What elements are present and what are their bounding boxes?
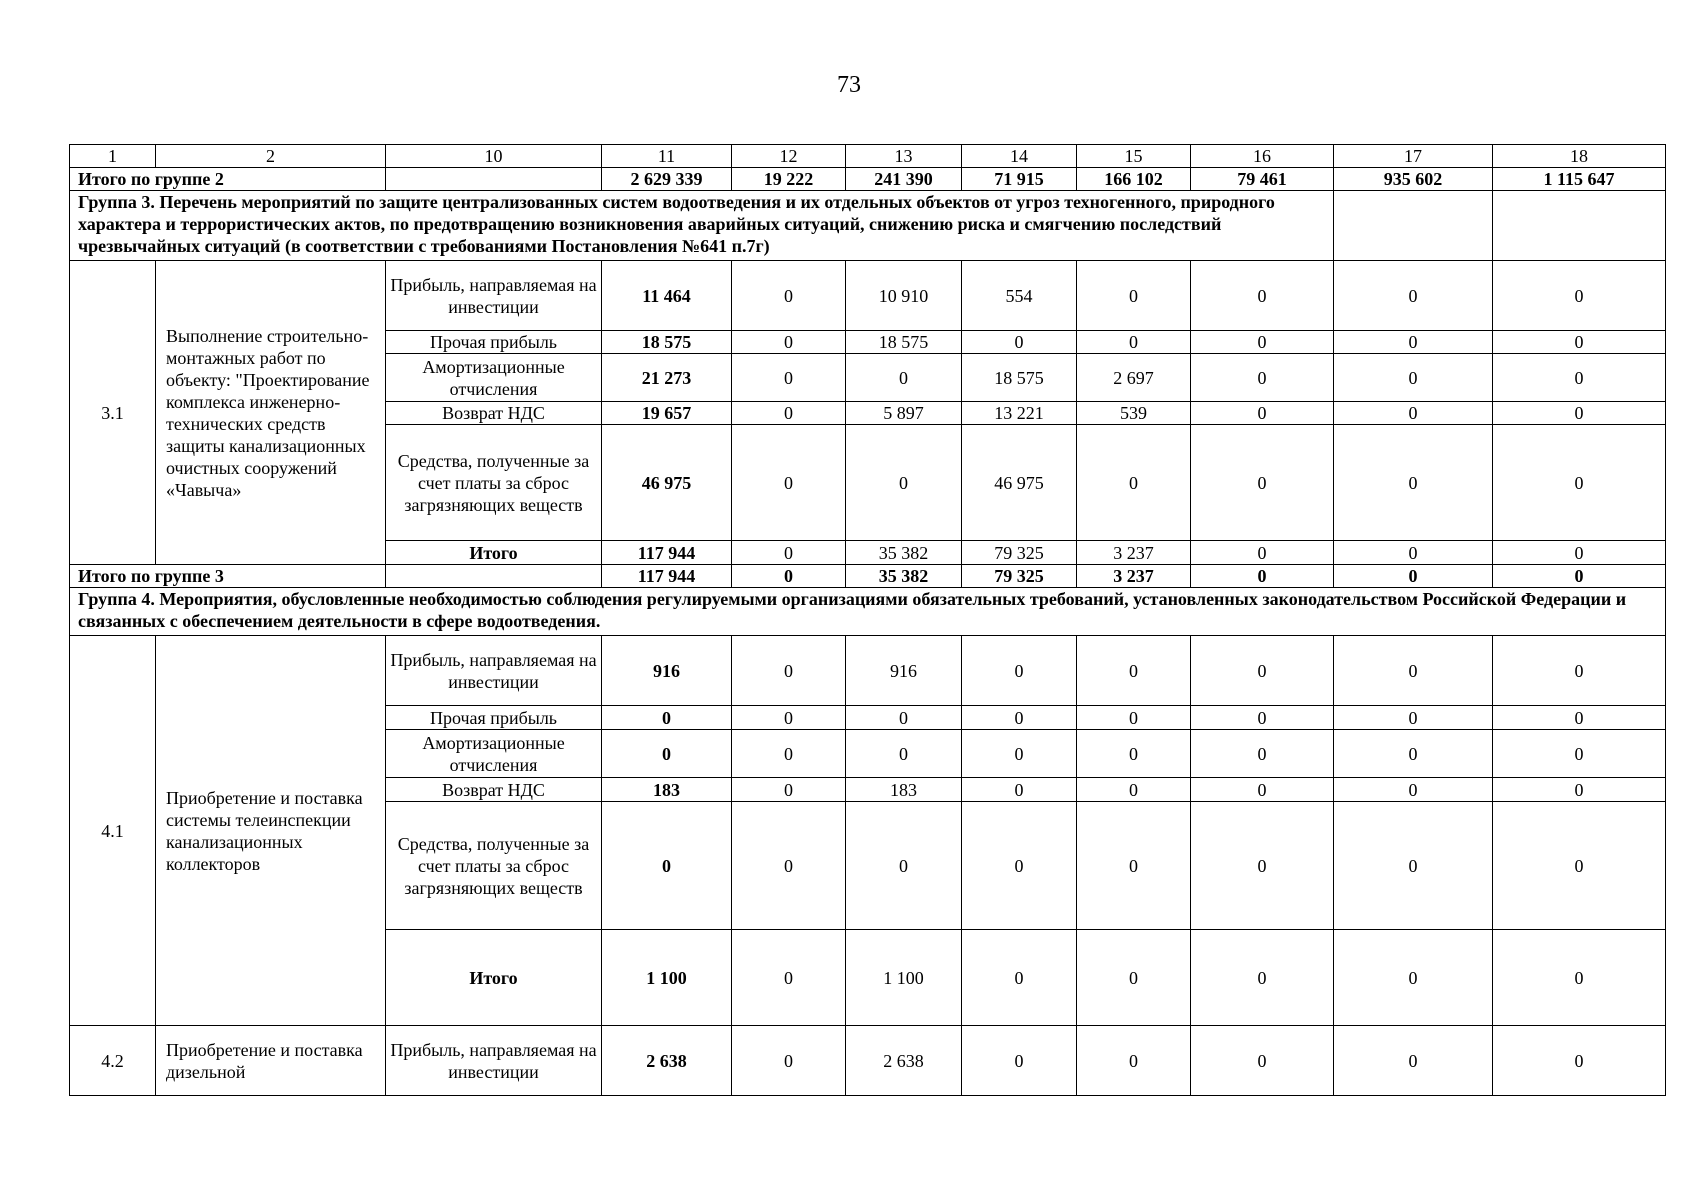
total-value: 3 237 xyxy=(1077,565,1191,588)
amount-cell: 79 325 xyxy=(962,541,1077,565)
amount-cell: 0 xyxy=(1334,425,1493,541)
amount-cell: 0 xyxy=(962,706,1077,730)
total-value: 117 944 xyxy=(602,565,732,588)
total-group2-row xyxy=(70,168,1666,191)
amount-cell: 0 xyxy=(1077,261,1191,331)
total-value: 0 xyxy=(1334,565,1493,588)
amount-cell: 0 xyxy=(732,930,846,1026)
amount-total: 183 xyxy=(602,778,732,802)
amount-cell: 0 xyxy=(1493,778,1666,802)
amount-cell: 539 xyxy=(1077,402,1191,425)
amount-cell: 0 xyxy=(732,261,846,331)
amount-cell: 0 xyxy=(1334,930,1493,1026)
header-cell: 15 xyxy=(1077,145,1191,168)
amount-cell: 0 xyxy=(1077,1026,1191,1096)
header-cell: 18 xyxy=(1493,145,1666,168)
total-label: Итого по группе 2 xyxy=(70,168,386,191)
amount-cell: 0 xyxy=(1077,331,1191,354)
amount-total: 117 944 xyxy=(602,541,732,565)
amount-cell: 0 xyxy=(1191,402,1334,425)
amount-cell: 0 xyxy=(1334,706,1493,730)
amount-cell: 0 xyxy=(846,425,962,541)
empty-cell xyxy=(386,565,602,588)
header-cell: 2 xyxy=(156,145,386,168)
amount-cell: 0 xyxy=(732,331,846,354)
amount-cell: 3 237 xyxy=(1077,541,1191,565)
amount-cell: 0 xyxy=(846,706,962,730)
funding-source: Прибыль, направляемая на инвестиции xyxy=(386,636,602,706)
amount-cell: 0 xyxy=(1077,636,1191,706)
page-number: 73 xyxy=(837,72,861,98)
amount-cell: 0 xyxy=(1191,261,1334,331)
amount-cell: 46 975 xyxy=(962,425,1077,541)
amount-cell: 18 575 xyxy=(962,354,1077,402)
amount-cell: 0 xyxy=(1077,730,1191,778)
item-number: 4.2 xyxy=(70,1026,156,1096)
amount-cell: 0 xyxy=(732,706,846,730)
amount-cell: 0 xyxy=(732,802,846,930)
amount-cell: 2 697 xyxy=(1077,354,1191,402)
amount-total: 1 100 xyxy=(602,930,732,1026)
amount-cell: 0 xyxy=(1334,778,1493,802)
total-value: 0 xyxy=(732,565,846,588)
amount-cell: 5 897 xyxy=(846,402,962,425)
total-value: 35 382 xyxy=(846,565,962,588)
amount-cell: 0 xyxy=(1191,706,1334,730)
amount-total: 0 xyxy=(602,730,732,778)
amount-total: 0 xyxy=(602,802,732,930)
amount-cell: 0 xyxy=(1077,802,1191,930)
empty-cell xyxy=(1493,191,1666,261)
amount-cell: 0 xyxy=(1493,261,1666,331)
funding-source: Прочая прибыль xyxy=(386,706,602,730)
amount-cell: 0 xyxy=(1334,1026,1493,1096)
amount-cell: 0 xyxy=(962,802,1077,930)
amount-total: 0 xyxy=(602,706,732,730)
amount-cell: 18 575 xyxy=(846,331,962,354)
header-cell: 17 xyxy=(1334,145,1493,168)
amount-cell: 0 xyxy=(1493,930,1666,1026)
amount-total: 19 657 xyxy=(602,402,732,425)
amount-cell: 0 xyxy=(1493,706,1666,730)
investment-table xyxy=(69,144,1666,1096)
amount-cell: 0 xyxy=(1334,541,1493,565)
item-number: 4.1 xyxy=(70,636,156,1026)
amount-cell: 0 xyxy=(1493,636,1666,706)
amount-cell: 0 xyxy=(732,541,846,565)
table-row xyxy=(70,261,1666,331)
group-title: Группа 4. Мероприятия, обусловленные необходимостью соблюдения регулируемыми организациями обязательных требований, установленных законодательством Российской Федерации и связанных с обеспечением деятельности в сфере водоотведения. xyxy=(70,588,1666,636)
total-value: 79 461 xyxy=(1191,168,1334,191)
amount-cell: 2 638 xyxy=(846,1026,962,1096)
amount-cell: 183 xyxy=(846,778,962,802)
amount-cell: 0 xyxy=(732,1026,846,1096)
total-label: Итого по группе 3 xyxy=(70,565,386,588)
amount-cell: 0 xyxy=(1334,636,1493,706)
amount-cell: 0 xyxy=(1334,730,1493,778)
amount-cell: 0 xyxy=(1191,1026,1334,1096)
item-description: Приобретение и поставка системы телеинспекции канализационных коллекторов xyxy=(156,636,386,1026)
amount-total: 21 273 xyxy=(602,354,732,402)
empty-cell xyxy=(386,168,602,191)
header-cell: 10 xyxy=(386,145,602,168)
total-value: 241 390 xyxy=(846,168,962,191)
funding-source: Амортизационные отчисления xyxy=(386,730,602,778)
table-row xyxy=(70,1026,1666,1096)
funding-source: Итого xyxy=(386,930,602,1026)
amount-total: 11 464 xyxy=(602,261,732,331)
total-value: 0 xyxy=(1493,565,1666,588)
amount-cell: 0 xyxy=(732,778,846,802)
amount-cell: 1 100 xyxy=(846,930,962,1026)
amount-cell: 0 xyxy=(1334,331,1493,354)
group-title: Группа 3. Перечень мероприятий по защите централизованных систем водоотведения и их отдельных объектов от угроз техногенного, природного характера и террористических актов, по предотвращению возникновения аварийных ситуаций, снижению риска и смягчению последствий чрезвычайных ситуаций (в соответствии с требованиями Постановления №641 п.7г) xyxy=(70,191,1334,261)
funding-source: Возврат НДС xyxy=(386,778,602,802)
amount-cell: 0 xyxy=(732,636,846,706)
amount-cell: 0 xyxy=(962,730,1077,778)
total-group3-row xyxy=(70,565,1666,588)
header-cell: 13 xyxy=(846,145,962,168)
amount-cell: 0 xyxy=(1191,802,1334,930)
amount-cell: 0 xyxy=(1493,802,1666,930)
amount-cell: 0 xyxy=(1493,541,1666,565)
total-value: 935 602 xyxy=(1334,168,1493,191)
amount-cell: 0 xyxy=(962,778,1077,802)
amount-cell: 0 xyxy=(732,402,846,425)
total-value: 1 115 647 xyxy=(1493,168,1666,191)
amount-cell: 0 xyxy=(846,730,962,778)
amount-cell: 0 xyxy=(1077,778,1191,802)
amount-cell: 0 xyxy=(1191,331,1334,354)
amount-cell: 554 xyxy=(962,261,1077,331)
total-value: 2 629 339 xyxy=(602,168,732,191)
funding-source: Прибыль, направляемая на инвестиции xyxy=(386,1026,602,1096)
amount-cell: 0 xyxy=(1334,802,1493,930)
funding-source: Итого xyxy=(386,541,602,565)
amount-total: 18 575 xyxy=(602,331,732,354)
amount-cell: 0 xyxy=(1334,354,1493,402)
funding-source: Прибыль, направляемая на инвестиции xyxy=(386,261,602,331)
group3-title-row xyxy=(70,191,1666,261)
amount-cell: 0 xyxy=(1077,706,1191,730)
amount-cell: 0 xyxy=(1493,402,1666,425)
amount-cell: 0 xyxy=(1191,354,1334,402)
funding-source: Возврат НДС xyxy=(386,402,602,425)
amount-cell: 0 xyxy=(1493,1026,1666,1096)
item-number: 3.1 xyxy=(70,261,156,565)
total-value: 166 102 xyxy=(1077,168,1191,191)
table-row xyxy=(70,636,1666,706)
amount-cell: 0 xyxy=(1493,730,1666,778)
group4-title-row xyxy=(70,588,1666,636)
table-body xyxy=(70,145,1666,1096)
item-description: Приобретение и поставка дизельной xyxy=(156,1026,386,1096)
amount-cell: 0 xyxy=(732,354,846,402)
amount-total: 2 638 xyxy=(602,1026,732,1096)
amount-cell: 0 xyxy=(1493,425,1666,541)
empty-cell xyxy=(1334,191,1493,261)
amount-cell: 0 xyxy=(1493,354,1666,402)
amount-cell: 13 221 xyxy=(962,402,1077,425)
funding-source: Средства, полученные за счет платы за сброс загрязняющих веществ xyxy=(386,425,602,541)
amount-cell: 0 xyxy=(846,354,962,402)
amount-cell: 0 xyxy=(732,425,846,541)
amount-cell: 0 xyxy=(1191,778,1334,802)
total-value: 0 xyxy=(1191,565,1334,588)
header-cell: 16 xyxy=(1191,145,1334,168)
amount-cell: 0 xyxy=(1493,331,1666,354)
funding-source: Амортизационные отчисления xyxy=(386,354,602,402)
header-cell: 12 xyxy=(732,145,846,168)
amount-cell: 0 xyxy=(1191,425,1334,541)
amount-cell: 0 xyxy=(1191,636,1334,706)
header-cell: 1 xyxy=(70,145,156,168)
amount-cell: 0 xyxy=(846,802,962,930)
amount-cell: 10 910 xyxy=(846,261,962,331)
total-value: 19 222 xyxy=(732,168,846,191)
funding-source: Прочая прибыль xyxy=(386,331,602,354)
item-description: Выполнение строительно-монтажных работ по объекту: "Проектирование комплекса инженерно-технических средств защиты канализационных очистных сооружений «Чавыча» xyxy=(156,261,386,565)
funding-source: Средства, полученные за счет платы за сброс загрязняющих веществ xyxy=(386,802,602,930)
amount-cell: 0 xyxy=(962,331,1077,354)
amount-total: 916 xyxy=(602,636,732,706)
amount-cell: 0 xyxy=(962,636,1077,706)
amount-cell: 0 xyxy=(1077,930,1191,1026)
amount-total: 46 975 xyxy=(602,425,732,541)
amount-cell: 0 xyxy=(1191,541,1334,565)
amount-cell: 0 xyxy=(1334,261,1493,331)
header-row xyxy=(70,145,1666,168)
amount-cell: 916 xyxy=(846,636,962,706)
amount-cell: 35 382 xyxy=(846,541,962,565)
total-value: 71 915 xyxy=(962,168,1077,191)
amount-cell: 0 xyxy=(1191,930,1334,1026)
amount-cell: 0 xyxy=(1334,402,1493,425)
amount-cell: 0 xyxy=(962,1026,1077,1096)
header-cell: 11 xyxy=(602,145,732,168)
total-value: 79 325 xyxy=(962,565,1077,588)
amount-cell: 0 xyxy=(1191,730,1334,778)
amount-cell: 0 xyxy=(1077,425,1191,541)
amount-cell: 0 xyxy=(962,930,1077,1026)
amount-cell: 0 xyxy=(732,730,846,778)
header-cell: 14 xyxy=(962,145,1077,168)
